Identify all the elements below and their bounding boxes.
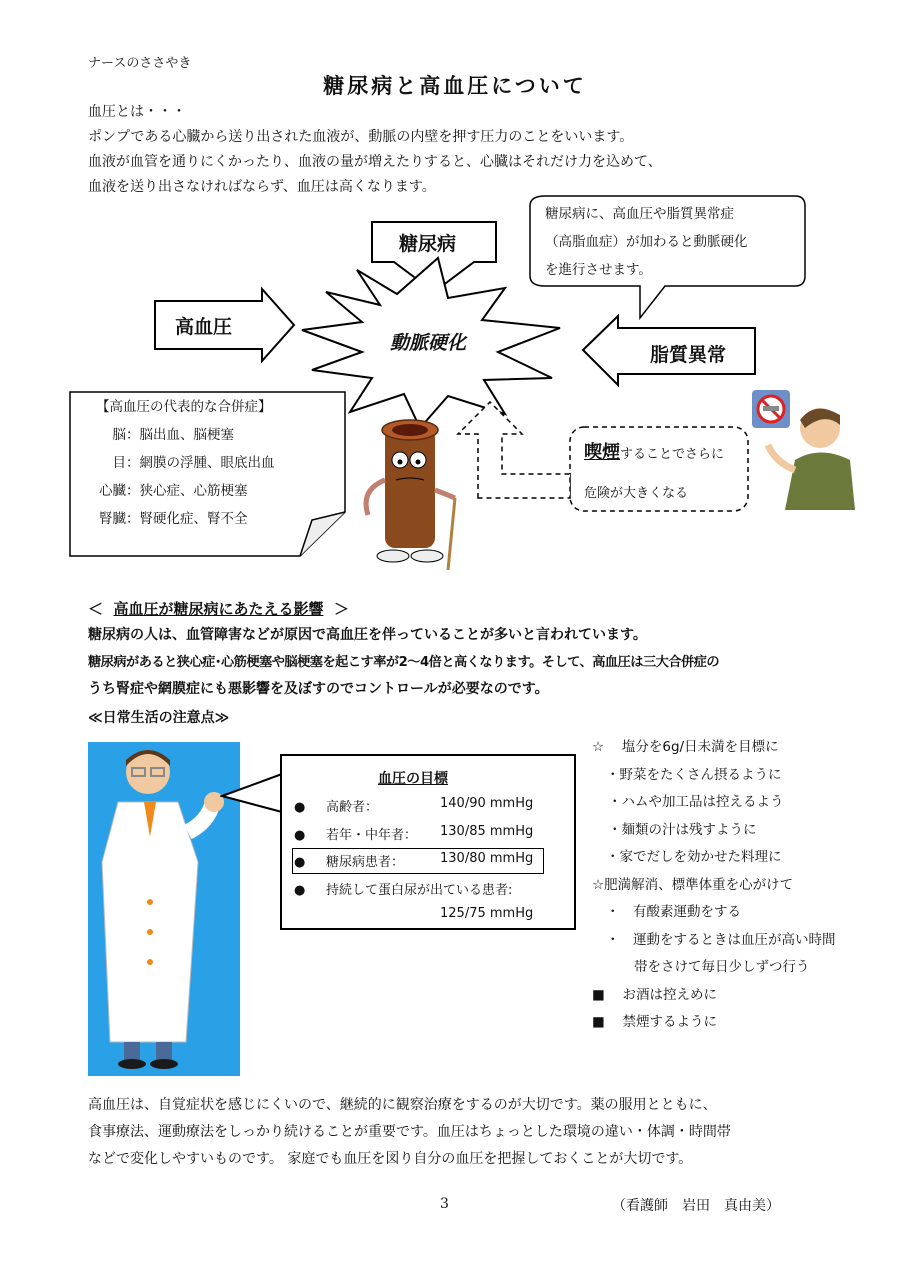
tip-item: ・野菜をたくさん摂るように — [606, 766, 782, 783]
lifestyle-tips — [592, 734, 836, 1037]
closing-line: 高血圧は、自覚症状を感じにくいので、継続的に観察治療をするのが大切です。薬の服用とともに、 — [88, 1097, 717, 1113]
bp-target-row: ● 糖尿病患者： — [294, 855, 405, 870]
tip-item: ☆ 塩分を6g/日未満を目標に — [592, 739, 779, 755]
bubble-line: を進行させます。 — [545, 262, 652, 278]
series-header: ナースのささやき — [88, 56, 192, 71]
author-credit: （看護師 岩田 真由美） — [612, 1198, 780, 1214]
bubble-line: （高脂血症）が加わると動脈硬化 — [545, 234, 748, 250]
dashed-up-arrow — [458, 402, 570, 498]
section-line: うち腎症や網膜症にも悪影響を及ぼすのでコントロールが必要なのです。 — [88, 681, 549, 697]
smoking-warning — [584, 438, 724, 464]
smoking-warning-line2: 危険が大きくなる — [584, 486, 689, 501]
tip-item: ■ 禁煙するように — [592, 1014, 718, 1030]
tip-item: ・ 運動をするときは血圧が高い時間 — [606, 931, 836, 948]
arteriosclerosis-label: 動脈硬化 — [390, 332, 467, 354]
smoking-keyword: 喫煙 — [584, 442, 620, 463]
bp-target-value: 130/85 mmHg — [440, 824, 534, 839]
section-line: 糖尿病があると狭心症･心筋梗塞や脳梗塞を起こす率が2～4倍と高くなります。そして、高血圧は三大合併症の — [88, 655, 720, 670]
blood-vessel-character-illustration — [366, 420, 455, 570]
smoking-rest: することでさらに — [620, 447, 725, 462]
section-heading: ＜ 高血圧が糖尿病にあたえる影響 ＞ — [88, 600, 349, 618]
intro-line: 血液を送り出さなければならず、血圧は高くなります。 — [88, 179, 436, 195]
tip-item: ■ お酒は控えめに — [592, 986, 718, 1003]
doctor-illustration — [88, 742, 240, 1076]
page-title: 糖尿病と高血圧について — [323, 74, 587, 98]
dyslipidemia-label: 脂質異常 — [650, 344, 727, 366]
section-body — [88, 622, 719, 703]
complication-item: 脳：脳出血、脳梗塞 — [112, 427, 234, 443]
complication-item: 目：網膜の浮腫、眼底出血 — [112, 455, 275, 471]
complication-item: 腎臓：腎硬化症、腎不全 — [99, 511, 248, 527]
daily-life-heading: ≪日常生活の注意点≫ — [88, 710, 230, 726]
tip-item: ・麺類の汁は残すように — [608, 821, 757, 838]
bp-target-row: ● 若年・中年者： — [294, 828, 418, 843]
bp-target-row: ● 持続して蛋白尿が出ている患者: — [294, 883, 513, 898]
bp-target-value: 130/80 mmHg — [440, 851, 534, 866]
page-number: 3 — [440, 1196, 449, 1212]
tip-item: ・ハムや加工品は控えるよう — [608, 794, 784, 810]
intro-line: ポンプである心臓から送り出された血液が、動脈の内壁を押す圧力のことをいいます。 — [88, 129, 634, 145]
hypertension-label: 高血圧 — [175, 316, 233, 338]
closing-paragraph — [88, 1092, 731, 1173]
bp-target-title: 血圧の目標 — [378, 771, 448, 787]
intro-line: 血液が血管を通りにくかったり、血液の量が増えたりすると、心臓はそれだけ力を込めて、 — [88, 154, 662, 170]
bp-target-value: 140/90 mmHg — [440, 796, 534, 811]
section-line: 糖尿病の人は、血管障害などが原因で高血圧を伴っていることが多いと言われています。 — [88, 627, 647, 643]
bp-target-row: ● 高齢者： — [294, 800, 379, 815]
bubble-line: 糖尿病に、高血圧や脂質異常症 — [545, 206, 734, 222]
intro-line: 血圧とは・・・ — [88, 104, 186, 120]
diabetes-label: 糖尿病 — [399, 233, 457, 255]
tip-item: 帯をさけて毎日少しずつ行う — [634, 959, 810, 975]
complication-item: 心臓：狭心症、心筋梗塞 — [99, 483, 248, 499]
bp-target-value: 125/75 mmHg — [440, 906, 534, 921]
complications-list — [96, 393, 275, 533]
speech-bubble-text — [545, 200, 748, 284]
smoker-illustration — [752, 390, 855, 510]
tip-item: ・家でだしを効かせた料理に — [606, 849, 782, 865]
tip-item: ・ 有酸素運動をする — [606, 904, 741, 920]
closing-line: などで変化しやすいものです。 家庭でも血圧を図り自分の血圧を把握しておくことが大切です。 — [88, 1151, 693, 1167]
tip-item: ☆肥満解消、標準体重を心がけて — [592, 876, 794, 893]
complications-title: 【高血圧の代表的な合併症】 — [96, 399, 272, 415]
closing-line: 食事療法、運動療法をしっかり続けることが重要です。血圧はちょっとした環境の違い・体調・時間帯 — [88, 1124, 731, 1140]
